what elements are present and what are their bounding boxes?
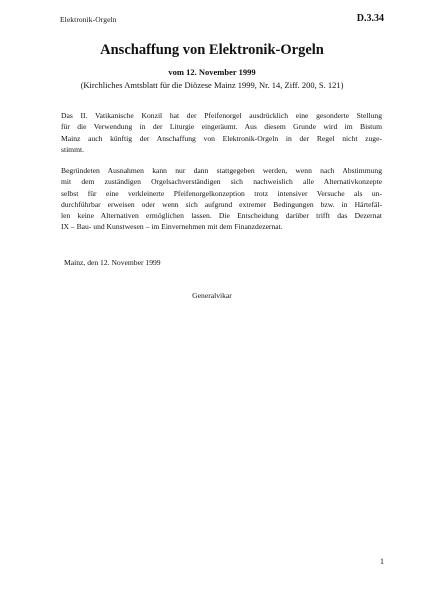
paragraph-line: stimmt. xyxy=(61,144,84,154)
paragraph-line: durchführbar erweisen oder wenn sich aufgrund extremer Bedingungen bzw. in Härtefäl- xyxy=(61,199,382,209)
signatory: Generalvikar xyxy=(192,291,232,300)
section-label: Elektronik-Orgeln xyxy=(60,15,117,24)
page-number: 1 xyxy=(380,557,384,566)
document-code: D.3.34 xyxy=(356,13,384,24)
document-source: (Kirchliches Amtsblatt für die Diözese Mainz 1999, Nr. 14, Ziff. 200, S. 121) xyxy=(80,80,344,90)
paragraph-line: len keine Alternativen ermöglichen lassen. Die Entscheidung darüber trifft das Dezernat xyxy=(61,211,382,221)
paragraph-line: selbst für eine verkleinerte Pfeifenorgelkonzeption trotz intensiver Versuche als un- xyxy=(61,188,382,198)
paragraph-line: für die Verwendung in der Liturgie eingeräumt. Aus diesem Grunde wird im Bistum xyxy=(61,122,382,132)
paragraph-line: Mainz auch künftig der Anschaffung von Elektronik-Orgeln in der Regel nicht zuge- xyxy=(61,133,382,143)
paragraph-line: Das II. Vatikanische Konzil hat der Pfeifenorgel ausdrücklich eine gesonderte Stellung xyxy=(61,111,382,120)
document-date: vom 12. November 1999 xyxy=(168,67,256,77)
document-title: Anschaffung von Elektronik-Orgeln xyxy=(100,42,324,58)
paragraph-1 xyxy=(61,110,382,155)
paragraph-line: mit dem zuständigen Orgelsachverständigen sich nachweislich alle Alternativkonzepte xyxy=(61,177,382,187)
paragraph-line: IX – Bau- und Kunstwesen – im Einvernehmen mit dem Finanzdezernat. xyxy=(61,222,283,232)
paragraph-line: Begründeten Ausnahmen kann nur dann stattgegeben werden, wenn nach Abstimmung xyxy=(61,166,382,175)
place-date: Mainz, den 12. November 1999 xyxy=(64,258,161,267)
paragraph-2 xyxy=(61,165,382,233)
